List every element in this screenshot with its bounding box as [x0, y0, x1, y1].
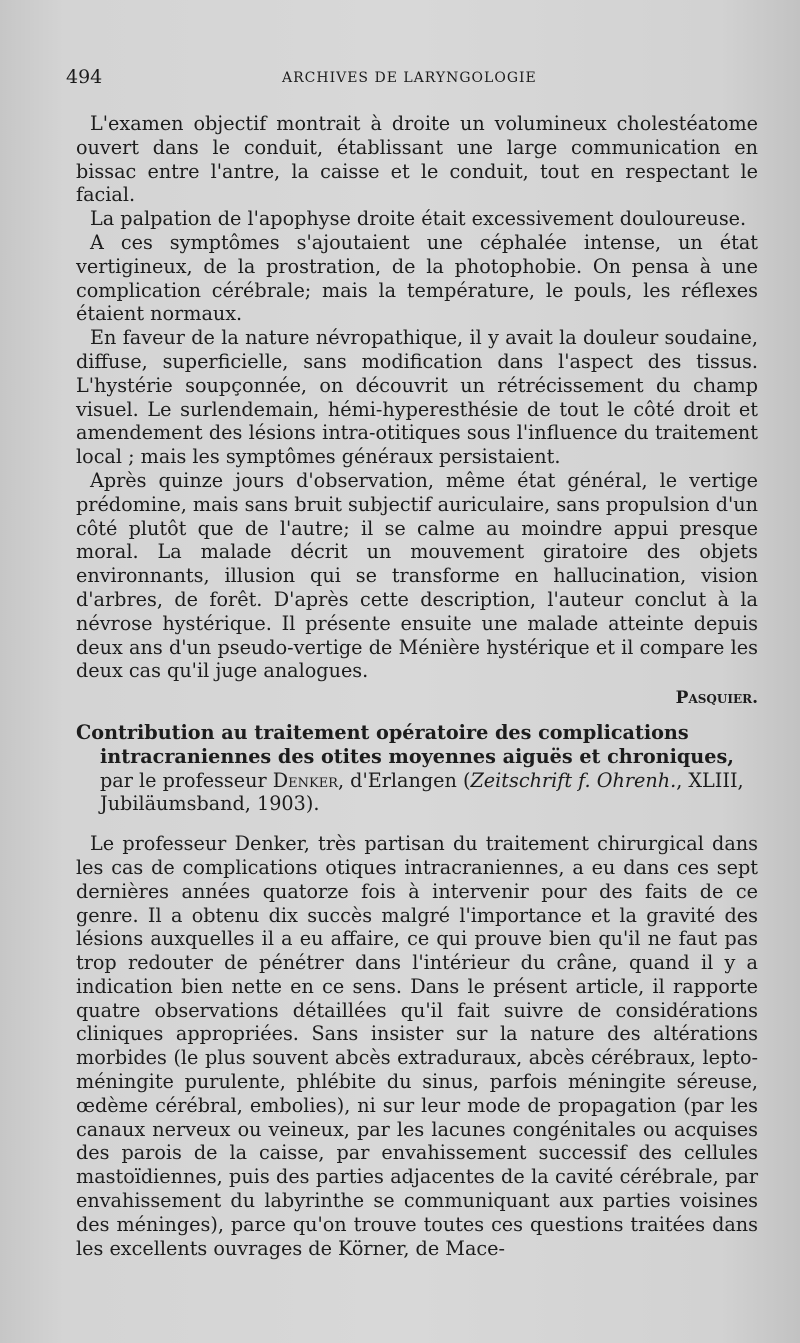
running-title: ARCHIVES DE LARYNGOLOGIE	[282, 70, 537, 86]
paragraph-3: A ces symptômes s'ajoutaient une céphalée intense, un état vertigineux, de la prostration, de la photophobie. On pensa à une complication cérébrale; mais la température, le pouls, les réflexes étaient normaux.	[76, 230, 758, 326]
article-reference: , XLIII, Jubiläumsband, 1903).	[100, 768, 744, 816]
paragraph-5: Après quinze jours d'observation, même état général, le vertige prédomine, mais sans bruit subjectif auriculaire, sans propulsion d'un côté plutôt que de l'autre; il se calme au moindre appui presque moral. La malade décrit un mouvement giratoire des objets environnants, illusion qui se transforme en hallucination, vision d'arbres, de forêt. D'après cette description, l'auteur conclut à la névrose hystérique. Il présente ensuite une malade atteinte depuis deux ans d'un pseudo-vertige de Ménière hystérique et il compare les deux cas qu'il juge analogues.	[76, 468, 758, 683]
article-affiliation: , d'Erlangen (	[337, 768, 471, 792]
review-signature: Pasquier.	[675, 688, 758, 709]
paragraph-4: En faveur de la nature névropathique, il y avait la douleur soudaine, diffuse, superficielle, sans modification dans l'aspect des tissus. L'hystérie soupçonnée, on découvrit un rétrécissement du champ visuel. Le surlendemain, hémi-hyperesthésie de tout le côté droit et amendement des lésions intra-otitiques sous l'influence du traitement local ; mais les symptômes généraux persistaient.	[76, 326, 758, 469]
page-body	[76, 112, 758, 1260]
article-by: par le professeur	[100, 768, 273, 792]
article-body: Le professeur Denker, très partisan du traitement chirurgical dans les cas de complications otiques intracraniennes, a eu dans ces sept dernières années quatorze fois à intervenir pour des faits de ce genre. Il a obtenu dix succès malgré l'importance et la gravité des lésions auxquelles il a eu affaire, ce qui prouve bien qu'il ne faut pas trop redouter de pénétrer dans l'intérieur du crâne, quand il y a indication bien nette en ce sens. Dans le présent article, il rapporte quatre observations détaillées qu'il fait suivre de considérations cliniques appropriées. Sans insister sur la nature des altérations morbides (le plus souvent abcès extraduraux, abcès cérébraux, lepto-méningite purulente, phlébite du sinus, parfois méningite séreuse, œdème cérébral, embolies), ni sur leur mode de propagation (par les canaux nerveux ou veineux, par les lacunes congénitales ou acquises des parois de la caisse, par envahissement successif des cellules mastoïdiennes, puis des parties adjacentes de la cavité cérébrale, par envahissement du labyrinthe se communiquant aux parties voisines des méninges), parce qu'on trouve toutes ces questions traitées dans les excellents ouvrages de Körner, de Mace-	[76, 832, 758, 1260]
page-number: 494	[66, 66, 103, 88]
paragraph-1: L'examen objectif montrait à droite un volumineux cholestéatome ouvert dans le conduit, établissant une large communication en bissac entre l'antre, la caisse et le conduit, tout en respectant le facial.	[76, 112, 758, 207]
page-header	[0, 66, 800, 92]
article-author: Denker	[272, 768, 338, 792]
article-title: Contribution au traitement opératoire des complications intracraniennes des otites moyennes aiguës et chroniques,	[76, 720, 734, 768]
article-heading	[76, 721, 758, 816]
paragraph-2: La palpation de l'apophyse droite était excessivement douloureuse.	[90, 207, 747, 231]
article-journal: Zeitschrift f. Ohrenh.	[470, 768, 677, 792]
